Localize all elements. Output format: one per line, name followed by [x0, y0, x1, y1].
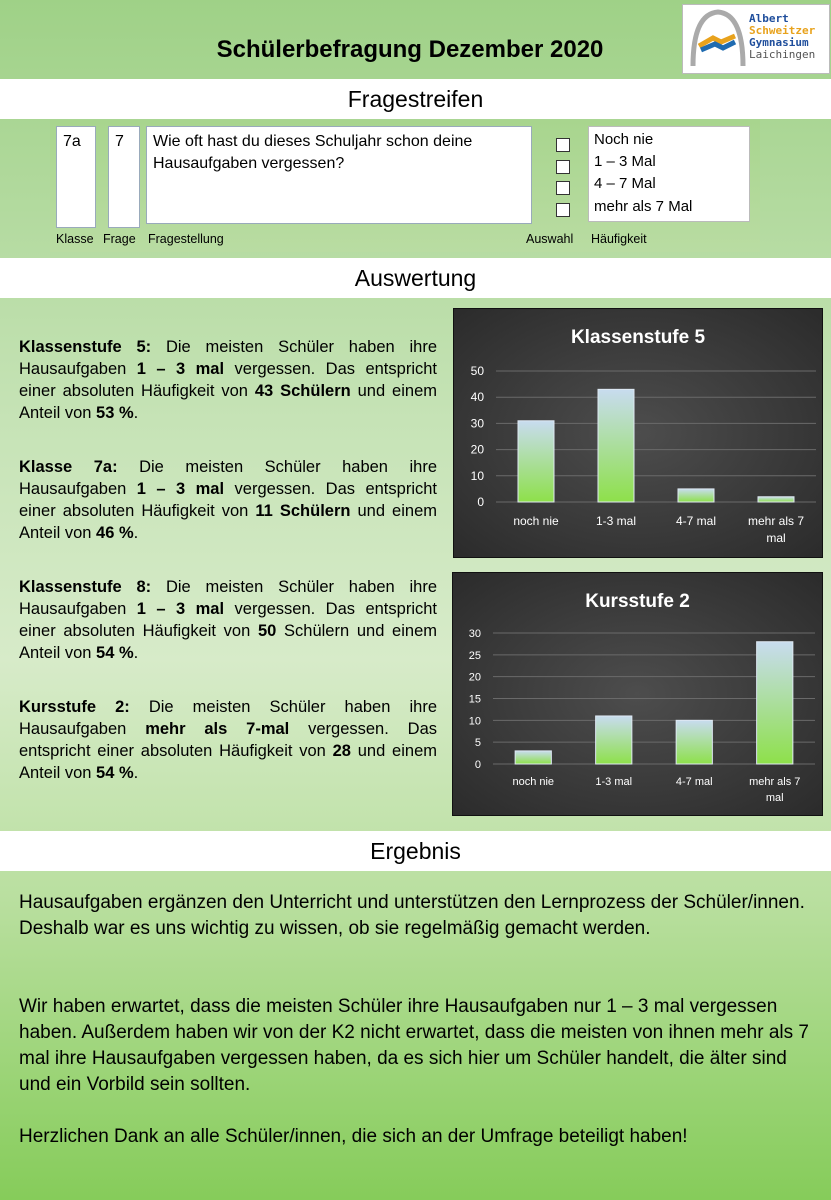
x-tick-label: noch nie: [513, 514, 559, 528]
logo-text-4: Laichingen: [749, 48, 816, 61]
y-tick-label: 20: [468, 671, 481, 684]
paragraph-klasse-7a: Klasse 7a: Die meisten Schüler haben ihre Hausaufgaben 1 – 3 mal vergessen. Das entspricht einer absoluten Häufigkeit von 11 Schülern und einem Anteil von 46 %.: [19, 458, 438, 542]
y-tick-label: 30: [468, 628, 481, 640]
klasse-box: 7a: [56, 126, 96, 228]
result-paragraph-1: Hausaufgaben ergänzen den Unterricht und unterstützen den Lernprozess der Schüler/innen. Deshalb war es uns wichtig zu wissen, ob sie regelmäßig gemacht werden.: [19, 892, 805, 939]
section-auswertung: Auswertung: [0, 258, 831, 298]
y-tick-label: 30: [470, 416, 484, 431]
label-frage: Frage: [103, 232, 136, 246]
logo-text-1: Albert: [749, 12, 789, 25]
bar: [596, 716, 632, 764]
bar: [598, 389, 634, 502]
x-tick-label: 4-7 mal: [675, 514, 717, 528]
y-tick-label: 50: [470, 364, 484, 378]
chart-klassenstufe-5: [453, 308, 823, 558]
result-paragraph-3: Herzlichen Dank an alle Schüler/innen, die sich an der Umfrage beteiligt haben!: [19, 1126, 688, 1147]
y-tick-label: 0: [477, 495, 484, 509]
option-checkbox[interactable]: [556, 203, 570, 217]
chart-title: Klassenstufe 5: [570, 327, 706, 348]
logo-text-3: Gymnasium: [749, 36, 809, 49]
chart-svg: [453, 573, 822, 815]
y-tick-label: 5: [474, 737, 481, 750]
y-tick-label: 20: [470, 442, 484, 457]
chart-title: Kursstufe 2: [585, 591, 690, 612]
bar: [518, 421, 554, 502]
page-title: Schülerbefragung Dezember 2020: [216, 36, 604, 63]
option-checkbox[interactable]: [556, 181, 570, 195]
y-tick-label: 10: [470, 468, 484, 483]
y-tick-label: 10: [468, 715, 481, 728]
bar: [676, 720, 712, 764]
frage-box: 7: [108, 126, 140, 228]
label-auswahl: Auswahl: [526, 232, 574, 246]
y-tick-label: 40: [470, 390, 484, 405]
section-ergebnis: Ergebnis: [0, 831, 831, 871]
x-tick-label: 1-3 mal: [595, 776, 633, 788]
chart-svg: [454, 309, 822, 557]
logo-text-2: Schweitzer: [749, 24, 816, 37]
option-label: Noch nie: [594, 131, 654, 148]
paragraph-klassenstufe-5: Klassenstufe 5: Die meisten Schüler haben ihre Hausaufgaben 1 – 3 mal vergessen. Das entspricht einer absoluten Häufigkeit von 43 Schülern und einem Anteil von 53 %.: [19, 338, 437, 422]
label-fragestellung: Fragestellung: [148, 232, 224, 246]
paragraph-kursstufe-2: Kursstufe 2: Die meisten Schüler haben ihre Hausaufgaben mehr als 7-mal vergessen. Das entspricht einer absoluten Häufigkeit von 28 und einem Anteil von 54 %.: [19, 698, 437, 782]
x-tick-label: 1-3 mal: [595, 514, 637, 528]
option-checkbox[interactable]: [556, 138, 570, 152]
y-tick-label: 25: [468, 649, 481, 662]
y-tick-label: 15: [468, 693, 481, 706]
x-tick-label: mehr als 7 mal: [749, 776, 801, 804]
paragraph-klassenstufe-8: Klassenstufe 8: Die meisten Schüler haben ihre Hausaufgaben 1 – 3 mal vergessen. Das entspricht einer absoluten Häufigkeit von 50 Schülern und einem Anteil von 54 %.: [19, 578, 437, 662]
x-tick-label: mehr als 7 mal: [747, 514, 805, 545]
option-label: 1 – 3 Mal: [594, 153, 656, 170]
option-label: mehr als 7 Mal: [594, 198, 693, 215]
option-label: 4 – 7 Mal: [594, 175, 656, 192]
chart-kursstufe-2: [452, 572, 823, 816]
x-tick-label: noch nie: [512, 776, 555, 788]
section-fragestreifen: Fragestreifen: [0, 79, 831, 119]
school-logo: [682, 4, 830, 74]
label-haeufigkeit: Häufigkeit: [591, 232, 647, 246]
y-tick-label: 0: [474, 759, 481, 771]
bar: [757, 642, 793, 764]
bar: [678, 489, 714, 502]
label-klasse: Klasse: [56, 232, 94, 246]
bar: [515, 751, 551, 764]
result-paragraph-2: Wir haben erwartet, dass die meisten Schüler ihre Hausaufgaben nur 1 – 3 mal vergessen haben. Außerdem haben wir von der K2 nicht erwartet, dass die meisten von ihnen mehr als 7 mal ihre Hausaufgaben vergessen haben, da es sich hier um Schüler handelt, die älter sind und ein Vorbild sein sollten.: [19, 996, 809, 1095]
question-text: Wie oft hast du dieses Schuljahr schon deine Hausaufgaben vergessen?: [146, 126, 532, 224]
logo-emblem-icon: [685, 6, 751, 72]
option-checkbox[interactable]: [556, 160, 570, 174]
x-tick-label: 4-7 mal: [675, 776, 713, 788]
bar: [758, 497, 794, 502]
